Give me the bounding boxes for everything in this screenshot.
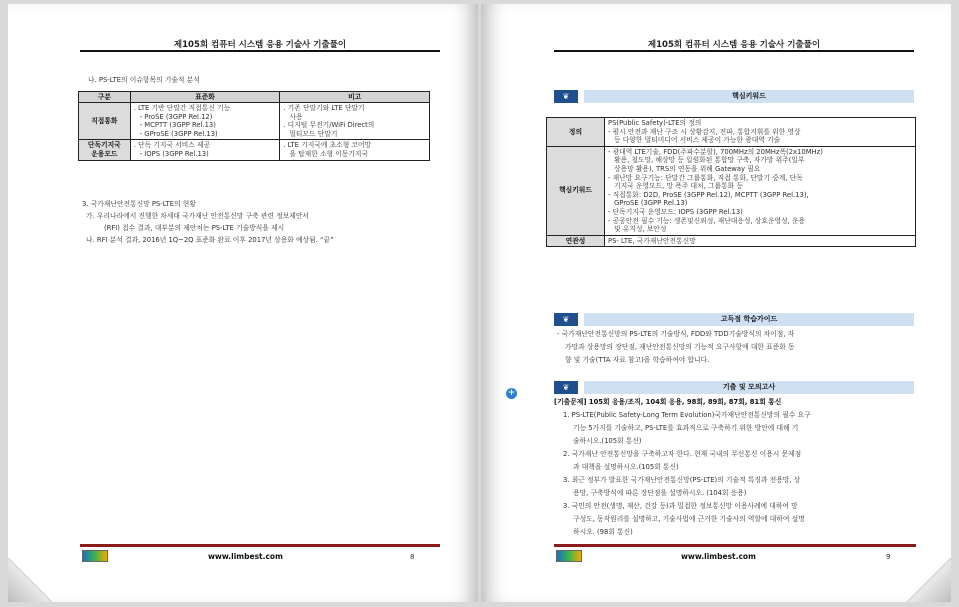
exam-line: 2. 국가재난 안전통신망을 구축하고자 한다. 현재 국내의 무선통신 이용시 문제점	[563, 450, 802, 458]
left-page	[8, 4, 478, 602]
exam-title: 기출 및 모의고사	[584, 381, 914, 394]
cell-line: - ProSE (3GPP Rel.12)	[139, 112, 213, 121]
row-label: 직접통화	[79, 103, 131, 140]
section3-line: 가. 우리나라에서 진행한 차세대 국가재난 안전통신망 구축 관련 정보제안서	[86, 212, 309, 220]
row-label: 정의	[547, 118, 605, 147]
section-icon: ❦	[554, 313, 578, 326]
cell-line: 등 다양한 멀티미디어 서비스 제공이 가능한 광대역 기술	[614, 136, 781, 145]
note-cell	[280, 140, 430, 160]
row-label-line: 운용모드	[91, 149, 118, 158]
exam-line: 하시오. (98회 통신)	[573, 528, 633, 536]
guide-line: 향 및 기술(TTA 자료 참고)을 학습하여야 합니다.	[565, 356, 710, 364]
exam-line: 술하시오.(105회 통신)	[573, 437, 642, 445]
cell-line: . LTE 기지국에 초소형 코어망	[283, 141, 372, 150]
cell-line: 및 유지성, 보안성	[614, 225, 667, 234]
right-footer-rule	[554, 544, 916, 547]
guide-title: 고득점 학습가이드	[584, 313, 914, 326]
cell-line: 기지국 운영모드, 망 폭주 대처, 그룹통화 등	[614, 182, 743, 191]
right-header-rule	[554, 50, 914, 52]
left-footer-url: www.limbest.com	[208, 552, 283, 561]
section-icon: ❦	[554, 381, 578, 394]
page-curl-right[interactable]	[907, 558, 951, 602]
book-spread	[8, 4, 951, 603]
cell-line: PS- LTE, 국가재난안전통신망	[608, 236, 696, 245]
left-analysis-table	[78, 91, 430, 161]
relation-cell	[605, 235, 916, 247]
cell-line: . 디지털 무전기/WiFi Direct의	[283, 121, 375, 130]
exam-line: 기능 5가지를 기술하고, PS-LTE를 효과적으로 구축하기 위한 방안에 대해 기	[573, 424, 799, 432]
guide-line: 가망과 상용망의 장단점, 재난안전통신망의 기능적 요구사항에 대한 표준화 동	[565, 343, 795, 351]
row-label: 핵심키워드	[547, 146, 605, 235]
right-footer-url: www.limbest.com	[681, 552, 756, 561]
right-header-title: 제105회 컴퓨터 시스템 응용 기술사 기출풀이	[647, 40, 821, 50]
add-bookmark-icon[interactable]: +	[507, 388, 516, 398]
cell-line: 멀티모드 단말기	[289, 129, 338, 138]
section3-line: (RFI) 접수 결과, 대부분의 제안처는 PS-LTE 기술방식을 제시	[104, 224, 285, 232]
section3-line: 나. RFI 분석 결과, 2016년 1Q~2Q 표준화 완료 이후 2017년 상용화 예상됨. “끝”	[86, 236, 334, 244]
cell-line: - 직접통화: D2D, ProSE (3GPP Rel.12), MCPTT (3GPP Rel.13),	[608, 190, 809, 199]
left-header-title: 제105회 컴퓨터 시스템 응용 기술사 기출풀이	[173, 40, 347, 50]
left-header-rule	[80, 50, 440, 52]
table-header: 비고	[280, 92, 430, 103]
left-footer-rule	[80, 544, 440, 547]
cell-line: 사용	[289, 112, 303, 121]
note-cell	[280, 103, 430, 140]
keyword-section-bar	[554, 90, 914, 103]
page-curl-left[interactable]	[8, 558, 52, 602]
limbest-logo	[82, 550, 108, 562]
row-label-line: 단독기지국	[87, 141, 121, 150]
row-label: 연관성	[547, 235, 605, 247]
keyword-table	[546, 117, 916, 247]
exam-header: [기출문제] 105회 응용/조직, 104회 응용, 98회, 89회, 87회, 81회 통신	[554, 398, 782, 406]
exam-line: 용망, 구축방식에 따른 장단점을 설명하시오. (104회 응용)	[573, 489, 747, 497]
exam-section-bar	[554, 381, 914, 394]
section3-line: 3. 국가재난안전통신망 PS-LTE의 현황	[82, 200, 196, 208]
cell-line: 을 탑재한 소형 이동기지국	[289, 149, 369, 158]
exam-line: 구성도, 동작원리를 설명하고, 기술사법에 근거한 기술사의 역할에 대하여 설명	[573, 515, 805, 523]
exam-line: 과 대책을 설명하시오.(105회 통신)	[573, 463, 679, 471]
table-header: 구분	[79, 92, 131, 103]
cell-line: - IOPS (3GPP Rel.13)	[139, 149, 209, 158]
cell-line: - 재난망 요구기능: 단말간 그룹통화, 직접 통화, 단말기 중계, 단독	[608, 173, 803, 182]
section-icon: ❦	[554, 90, 578, 103]
std-cell	[130, 103, 280, 140]
right-page-number: 9	[886, 553, 891, 561]
cell-line: 상용망 활용), TRS의 연동을 위해 Gateway 필요	[614, 164, 761, 173]
keyword-title: 핵심키워드	[584, 90, 914, 103]
exam-line: 1. PS-LTE(Public Safety-Long Term Evolution)국가재난안전통신망의 필수 요구	[563, 411, 811, 419]
exam-line: 3. 국민의 안전(생명, 재산, 건강 등)과 밀접한 정보통신망 이용사례에 대하여 망	[563, 502, 798, 510]
guide-section-bar	[554, 313, 914, 326]
right-page	[481, 4, 951, 602]
cell-line: - 광대역 LTE기술, FDD(주파수분할), 700MHz의 20MHz폭(2x10MHz)	[608, 147, 823, 156]
table-header: 표준화	[130, 92, 280, 103]
exam-line: 3. 최근 정부가 발표한 국가재난안전통신망(PS-LTE)의 기술적 특징과 전용망, 상	[563, 476, 801, 484]
cell-line: - GProSE (3GPP Rel.13)	[139, 129, 218, 138]
limbest-logo	[556, 550, 582, 562]
cell-line: - 공공안전 필수 기능: 생존및신뢰성, 재난대응성, 상호운영성, 운용	[608, 216, 806, 225]
left-section-title: 나. PS-LTE의 이슈항목의 기술적 분석	[88, 76, 200, 84]
cell-line: - MCPTT (3GPP Rel.13)	[139, 121, 216, 130]
cell-line: - 단독기지국 운영모드: IOPS (3GPP Rel.13)	[608, 207, 743, 216]
keyword-cell	[605, 146, 916, 235]
std-cell	[130, 140, 280, 160]
cell-line: PS(Public Safety)-LTE의 정의	[608, 119, 702, 127]
row-label	[79, 140, 131, 160]
left-page-number: 8	[410, 553, 415, 561]
cell-line: 활용, 철도망, 해상망 등 일원화된 통합망 구축, 자가망 위주(일부	[614, 156, 805, 165]
cell-line: GProSE (3GPP Rel.13)	[614, 199, 688, 208]
guide-line: - 국가재난안전통신망의 PS-LTE의 기술방식, FDD와 TDD기술방식의 차이점, 자	[557, 330, 795, 338]
cell-line: - 평시 안전과 재난 구조 시 상황감지, 전파, 통합지휘를 위한 영상	[608, 127, 801, 136]
cell-line: . 기존 단말기와 LTE 단말기	[283, 104, 365, 112]
cell-line: . LTE 기반 단말간 직접통신 기능	[133, 104, 231, 112]
definition-cell	[605, 118, 916, 147]
cell-line: . 단독 기지국 서비스 제공	[133, 141, 211, 150]
